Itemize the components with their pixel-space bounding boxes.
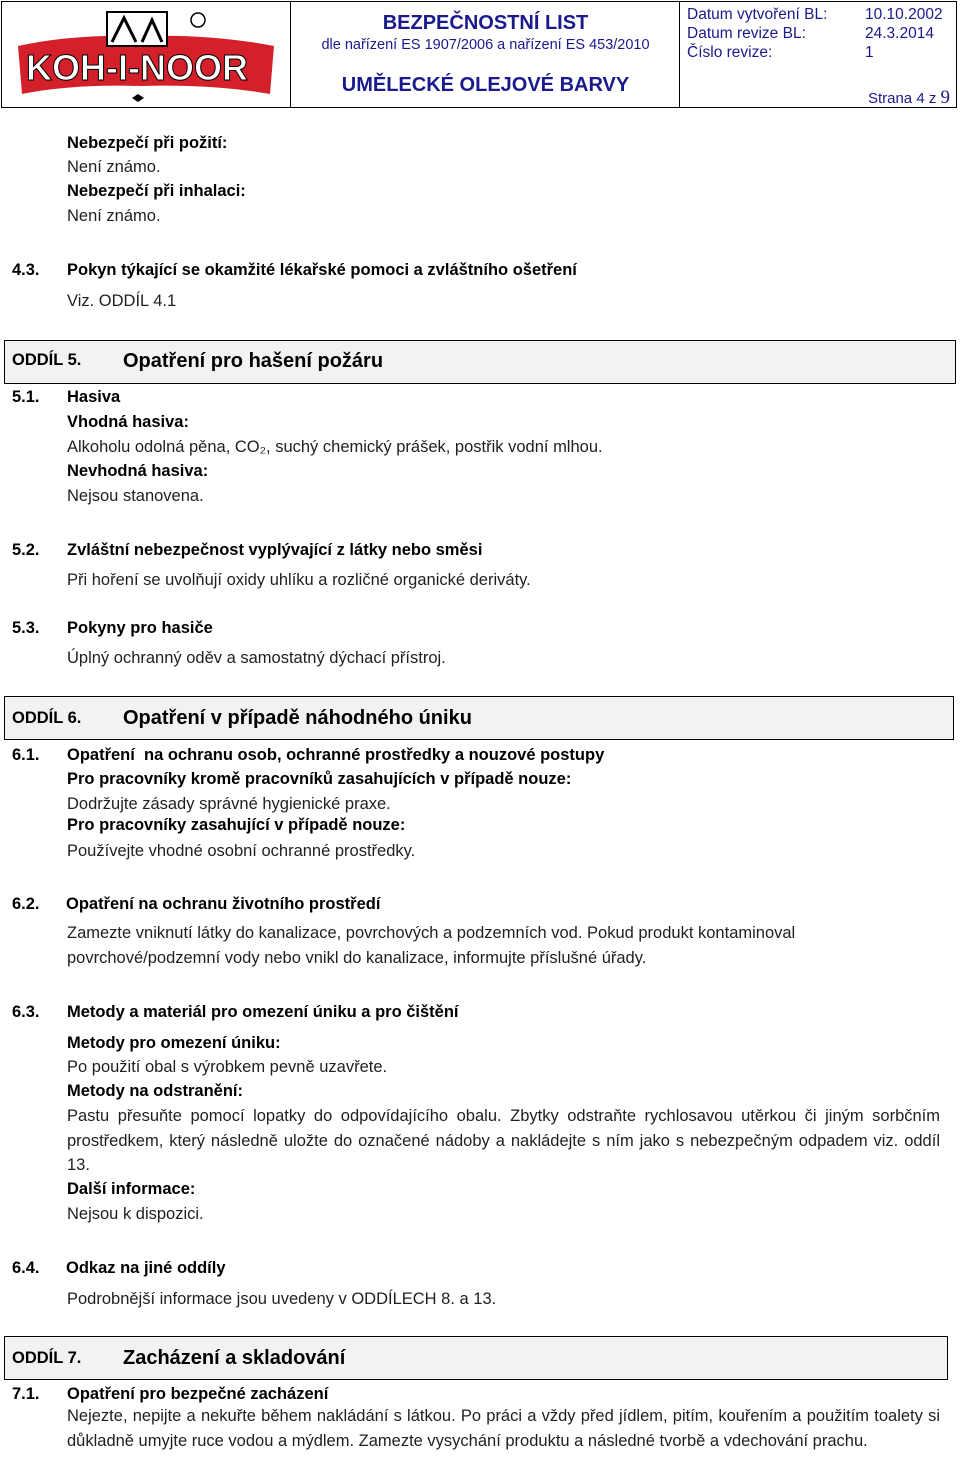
subsection-5-3-title: Pokyny pro hasiče: [67, 619, 213, 637]
section-7-title: Zacházení a skladování: [123, 1347, 346, 1369]
ingestion-value: Není známo.: [67, 158, 161, 176]
emergency-label: Pro pracovníky zasahující v případě nouze:: [67, 816, 406, 834]
created-row: [687, 6, 943, 24]
other-info-label: Další informace:: [67, 1180, 196, 1198]
section-6-number: ODDÍL 6.: [12, 709, 82, 727]
koh-i-noor-logo: [12, 6, 282, 104]
page-number: [868, 87, 950, 109]
subsection-4-3-title: Pokyn týkající se okamžité lékařské pomoci a zvláštního ošetření: [67, 261, 577, 279]
ingestion-label: Nebezpečí při požití:: [67, 134, 228, 152]
unsuitable-media-label: Nevhodná hasiva:: [67, 462, 209, 480]
subsection-6-2-text: Zamezte vniknutí látky do kanalizace, povrchových a podzemních vod. Pokud produkt kontaminoval povrchové/podzemní vody nebo vnikl do kanalizace, informujte příslušné úřady.: [67, 924, 796, 967]
containment-value: Po použití obal s výrobkem pevně uzavřete.: [67, 1058, 388, 1076]
page-total: 9: [940, 87, 950, 108]
page-label: Strana 4 z: [867, 90, 937, 107]
revision-date-value: 24.3.2014: [865, 25, 934, 42]
revision-number-row: [687, 44, 874, 62]
revision-number-label: Číslo revize:: [687, 44, 773, 61]
suitable-media-label: Vhodná hasiva:: [67, 413, 189, 431]
suitable-media-value: Alkoholu odolná pěna, CO₂, suchý chemický prášek, postřik vodní mlhou.: [67, 438, 603, 456]
revision-date-row: [687, 25, 934, 43]
subsection-5-2-number: 5.2.: [12, 541, 40, 559]
subsection-7-1-text: Nejezte, nepijte a nekuřte během nakládání s látkou. Po práci a vždy před jídlem, pitím, kouřením a použitím toalety si důkladně umyjte ruce vodou a mýdlem. Zamezte vysychání produktu a následné tvorbě a vdechování prachu.: [67, 1407, 940, 1450]
subsection-4-3-number: 4.3.: [12, 261, 40, 279]
emergency-value: Používejte vhodné osobní ochranné prostředky.: [67, 842, 416, 860]
subsection-6-1-title: Opatření na ochranu osob, ochranné prostředky a nouzové postupy: [67, 746, 605, 764]
section-7-number: ODDÍL 7.: [12, 1349, 82, 1367]
section-5-title: Opatření pro hašení požáru: [123, 350, 384, 372]
subsection-5-2-text: Při hoření se uvolňují oxidy uhlíku a rozličné organické deriváty.: [67, 571, 531, 589]
regulation-line: dle nařízení ES 1907/2006 a nařízení ES 453/2010: [321, 37, 650, 53]
subsection-6-2-number: 6.2.: [12, 895, 40, 913]
meta-cell: [680, 2, 956, 107]
subsection-7-1-number: 7.1.: [12, 1385, 40, 1403]
cleanup-label: Metody na odstranění:: [67, 1082, 244, 1100]
subsection-6-1-number: 6.1.: [12, 746, 40, 764]
section-6-title: Opatření v případě náhodného úniku: [123, 707, 472, 729]
subsection-5-2-title: Zvláštní nebezpečnost vyplývající z látky nebo směsi: [67, 541, 483, 559]
subsection-5-1-number: 5.1.: [12, 388, 40, 406]
subsection-6-3-title: Metody a materiál pro omezení úniku a pro čištění: [67, 1003, 459, 1021]
other-info-value: Nejsou k dispozici.: [67, 1205, 204, 1223]
created-value: 10.10.2002: [865, 6, 943, 23]
section-5-number: ODDÍL 5.: [12, 351, 82, 369]
product-name: UMĚLECKÉ OLEJOVÉ BARVY: [341, 74, 630, 96]
containment-label: Metody pro omezení úniku:: [67, 1034, 281, 1052]
title-cell: [291, 2, 680, 107]
logo-wordmark: KOH-I-NOOR: [26, 47, 248, 88]
section-7-header: [4, 1336, 948, 1380]
document-title: BEZPEČNOSTNÍ LIST: [382, 12, 589, 34]
section-6-header: [4, 696, 954, 740]
subsection-7-1-title: Opatření pro bezpečné zacházení: [67, 1385, 329, 1403]
subsection-4-3-text: Viz. ODDÍL 4.1: [67, 292, 177, 310]
subsection-6-4-number: 6.4.: [12, 1259, 40, 1277]
logo-cell: [2, 2, 291, 107]
inhalation-value: Není známo.: [67, 207, 161, 225]
unsuitable-media-value: Nejsou stanovena.: [67, 487, 204, 505]
non-emergency-label: Pro pracovníky kromě pracovníků zasahujících v případě nouze:: [67, 770, 572, 788]
subsection-5-3-number: 5.3.: [12, 619, 40, 637]
subsection-5-3-text: Úplný ochranný oděv a samostatný dýchací přístroj.: [67, 649, 446, 667]
cleanup-value: Pastu přesuňte pomocí lopatky do odpovídajícího obalu. Zbytky odstraňte rychlosavou utěrkou či jiným sorbčním prostředkem, který následně uložte do označené nádoby a nakládejte s ním jako s nebezpečným odpadem viz. oddíl 13.: [67, 1107, 940, 1174]
subsection-6-4-title: Odkaz na jiné oddíly: [66, 1259, 226, 1277]
subsection-5-1-title: Hasiva: [67, 388, 121, 406]
revision-number-value: 1: [865, 44, 874, 61]
subsection-6-4-text: Podrobnější informace jsou uvedeny v ODDÍLECH 8. a 13.: [67, 1290, 497, 1308]
inhalation-label: Nebezpečí při inhalaci:: [67, 182, 246, 200]
section-5-header: [4, 340, 956, 384]
subsection-6-2-title: Opatření na ochranu životního prostředí: [66, 895, 381, 913]
created-label: Datum vytvoření BL:: [687, 6, 828, 23]
revision-date-label: Datum revize BL:: [687, 25, 806, 42]
subsection-6-3-number: 6.3.: [12, 1003, 40, 1021]
non-emergency-value: Dodržujte zásady správné hygienické praxe.: [67, 795, 391, 813]
document-header: [1, 1, 957, 108]
